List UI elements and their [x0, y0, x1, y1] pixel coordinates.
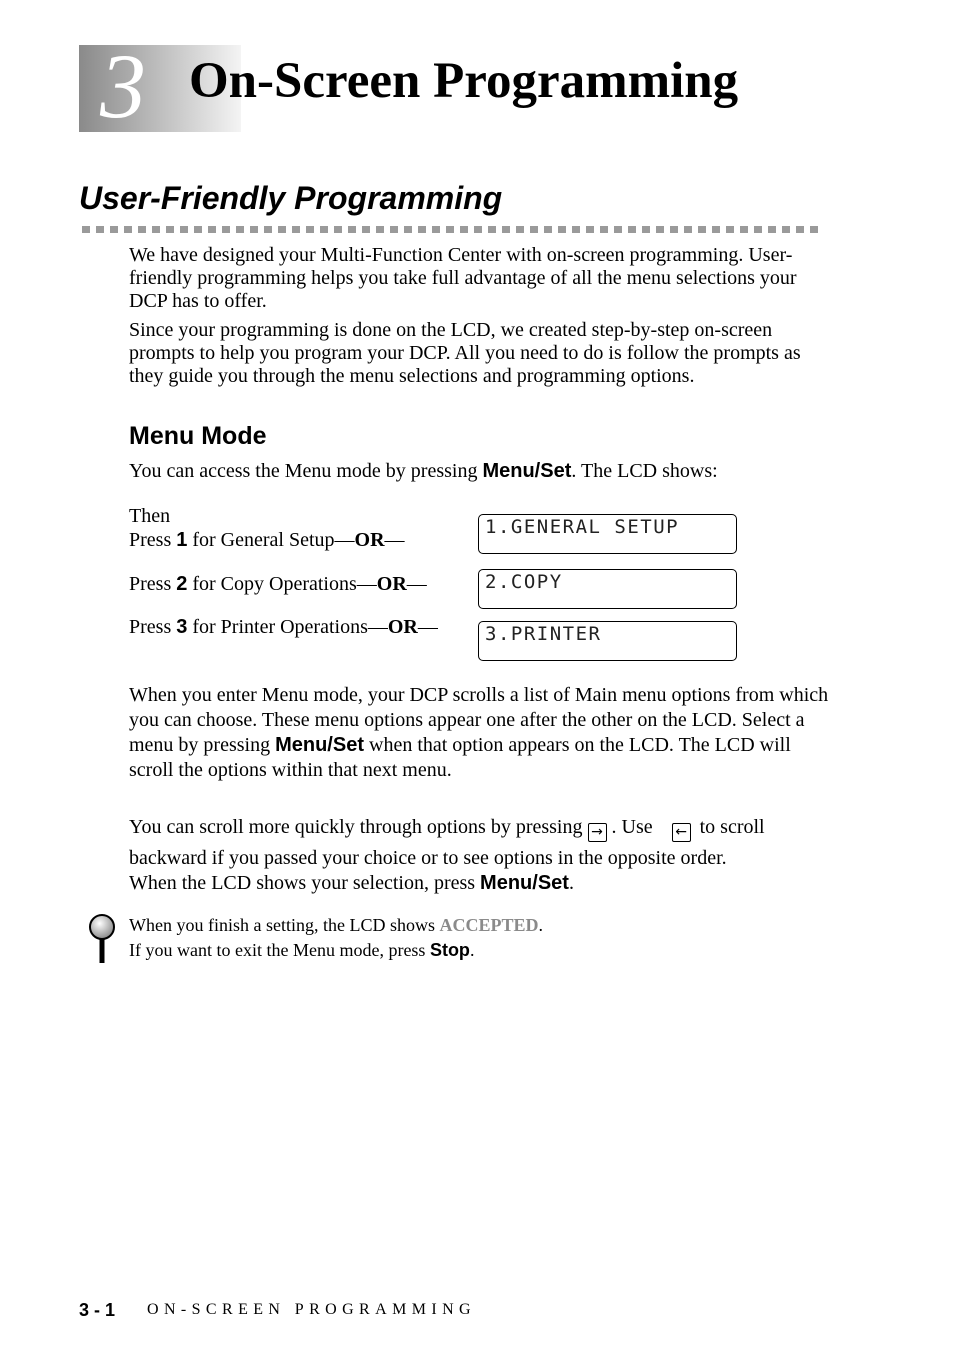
menu-set-key-label: Menu/Set [482, 460, 572, 482]
backward-scroll-line: backward if you passed your choice or to see options in the opposite order. [129, 847, 727, 869]
note-stop: If you want to exit the Menu mode, press Stop. [129, 940, 475, 960]
right-arrow-key-icon: → [588, 823, 607, 842]
lcd-display-copy: 2.COPY [478, 569, 737, 609]
option-general-setup: Press 1 for General Setup—OR— [129, 529, 405, 551]
lcd-display-general-setup: 1.GENERAL SETUP [478, 514, 737, 554]
chapter-number: 3 [100, 35, 146, 137]
then-label: Then [129, 505, 171, 527]
running-footer-title: ON-SCREEN PROGRAMMING [147, 1301, 476, 1318]
magnifier-icon [88, 914, 118, 966]
dotted-divider [82, 226, 822, 233]
quick-scroll-line: You can scroll more quickly through options by pressing → . Use ← to scroll [129, 816, 765, 840]
menu-mode-heading: Menu Mode [129, 422, 267, 450]
left-arrow-key-icon: ← [672, 823, 691, 842]
selection-line: When the LCD shows your selection, press Menu/Set. [129, 872, 574, 894]
menu-mode-intro: You can access the Menu mode by pressing Menu/Set. The LCD shows: [129, 460, 718, 482]
note-accepted: When you finish a setting, the LCD shows ACCEPTED. [129, 915, 543, 935]
chapter-title: On-Screen Programming [189, 53, 739, 109]
lcd-display-printer: 3.PRINTER [478, 621, 737, 661]
intro-paragraph: We have designed your Multi-Function Center with on-screen programming. User-friendly programming helps you take full advantage of all the menu selections your DCP has to offer. [129, 244, 797, 312]
option-copy: Press 2 for Copy Operations—OR— [129, 573, 427, 595]
section-heading: User-Friendly Programming [79, 180, 503, 216]
stop-key-label: Stop [429, 940, 470, 960]
lcd-paragraph: Since your programming is done on the LCD, we created step-by-step on-screen prompts to help you program your DCP. All you need to do is follow the prompts as they guide you through the menu selections and programming options. [129, 319, 801, 387]
accepted-text: ACCEPTED [439, 915, 539, 935]
page-number: 3 - 1 [79, 1300, 116, 1320]
scroll-paragraph: When you enter Menu mode, your DCP scrolls a list of Main menu options from which you can choose. These menu options appear one after the other on the LCD. Select a menu by pressing Menu/Set when that option appears on the LCD. The LCD will scroll the options within that next menu. [129, 684, 829, 781]
option-printer: Press 3 for Printer Operations—OR— [129, 616, 438, 638]
